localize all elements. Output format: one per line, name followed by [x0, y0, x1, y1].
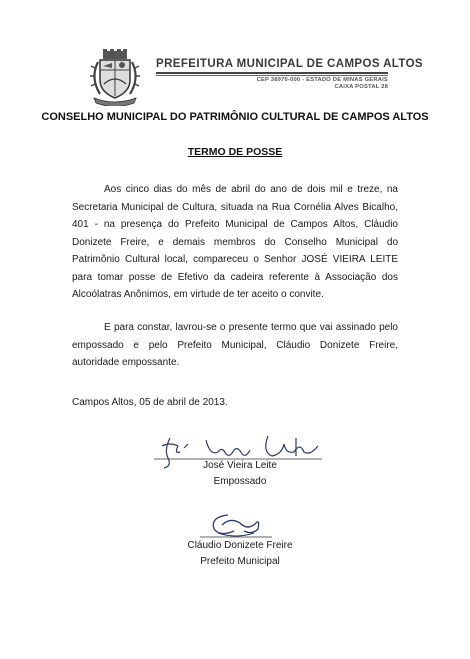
letterhead-title: PREFEITURA MUNICIPAL DE CAMPOS ALTOS: [156, 58, 423, 70]
body-paragraph-2: E para constar, lavrou-se o presente termo que vai assinado pelo empossado e pelo Prefeito Municipal, Cláudio Donizete Freire, autoridade empossante.: [72, 322, 398, 368]
letterhead-rule: [156, 72, 388, 74]
signatory-2-name: Cláudio Donizete Freire: [187, 540, 293, 551]
letterhead-rule-thin: [156, 75, 388, 76]
place-and-date: Campos Altos, 05 de abril de 2013.: [72, 397, 228, 408]
signatory-1-name: José Vieira Leite: [203, 460, 277, 471]
body-paragraph-1: Aos cinco dias do mês de abril do ano de dois mil e treze, na Secretaria Municipal de Cultura, situada na Rua Cornélia Alves Bicalho, 401 - na presença do Prefeito Municipal de Campos Altos, Cláudio Donizete Freire, e demais membros do Conselho Municipal do Patrimônio Cultural local, compareceu o Senhor JOSÉ VIEIRA LEITE para tomar posse de Efetivo da cadeira referente à Associação dos Alcoólatras Anônimos, em virtude de ter aceito o convite.: [72, 184, 398, 300]
council-heading: CONSELHO MUNICIPAL DO PATRIMÔNIO CULTURAL DE CAMPOS ALTOS: [41, 111, 429, 123]
signatory-2-role: Prefeito Municipal: [200, 556, 280, 567]
letterhead-address: CEP 38970-000 - ESTADO DE MINAS GERAIS: [256, 77, 388, 83]
signature-claudio-donizete-freire: [200, 507, 272, 543]
document-title: TERMO DE POSSE: [187, 146, 283, 158]
letterhead-po-box: CAIXA POSTAL 28: [334, 84, 388, 90]
signatory-1-role: Empossado: [213, 476, 267, 487]
coat-of-arms-icon: [86, 48, 144, 106]
